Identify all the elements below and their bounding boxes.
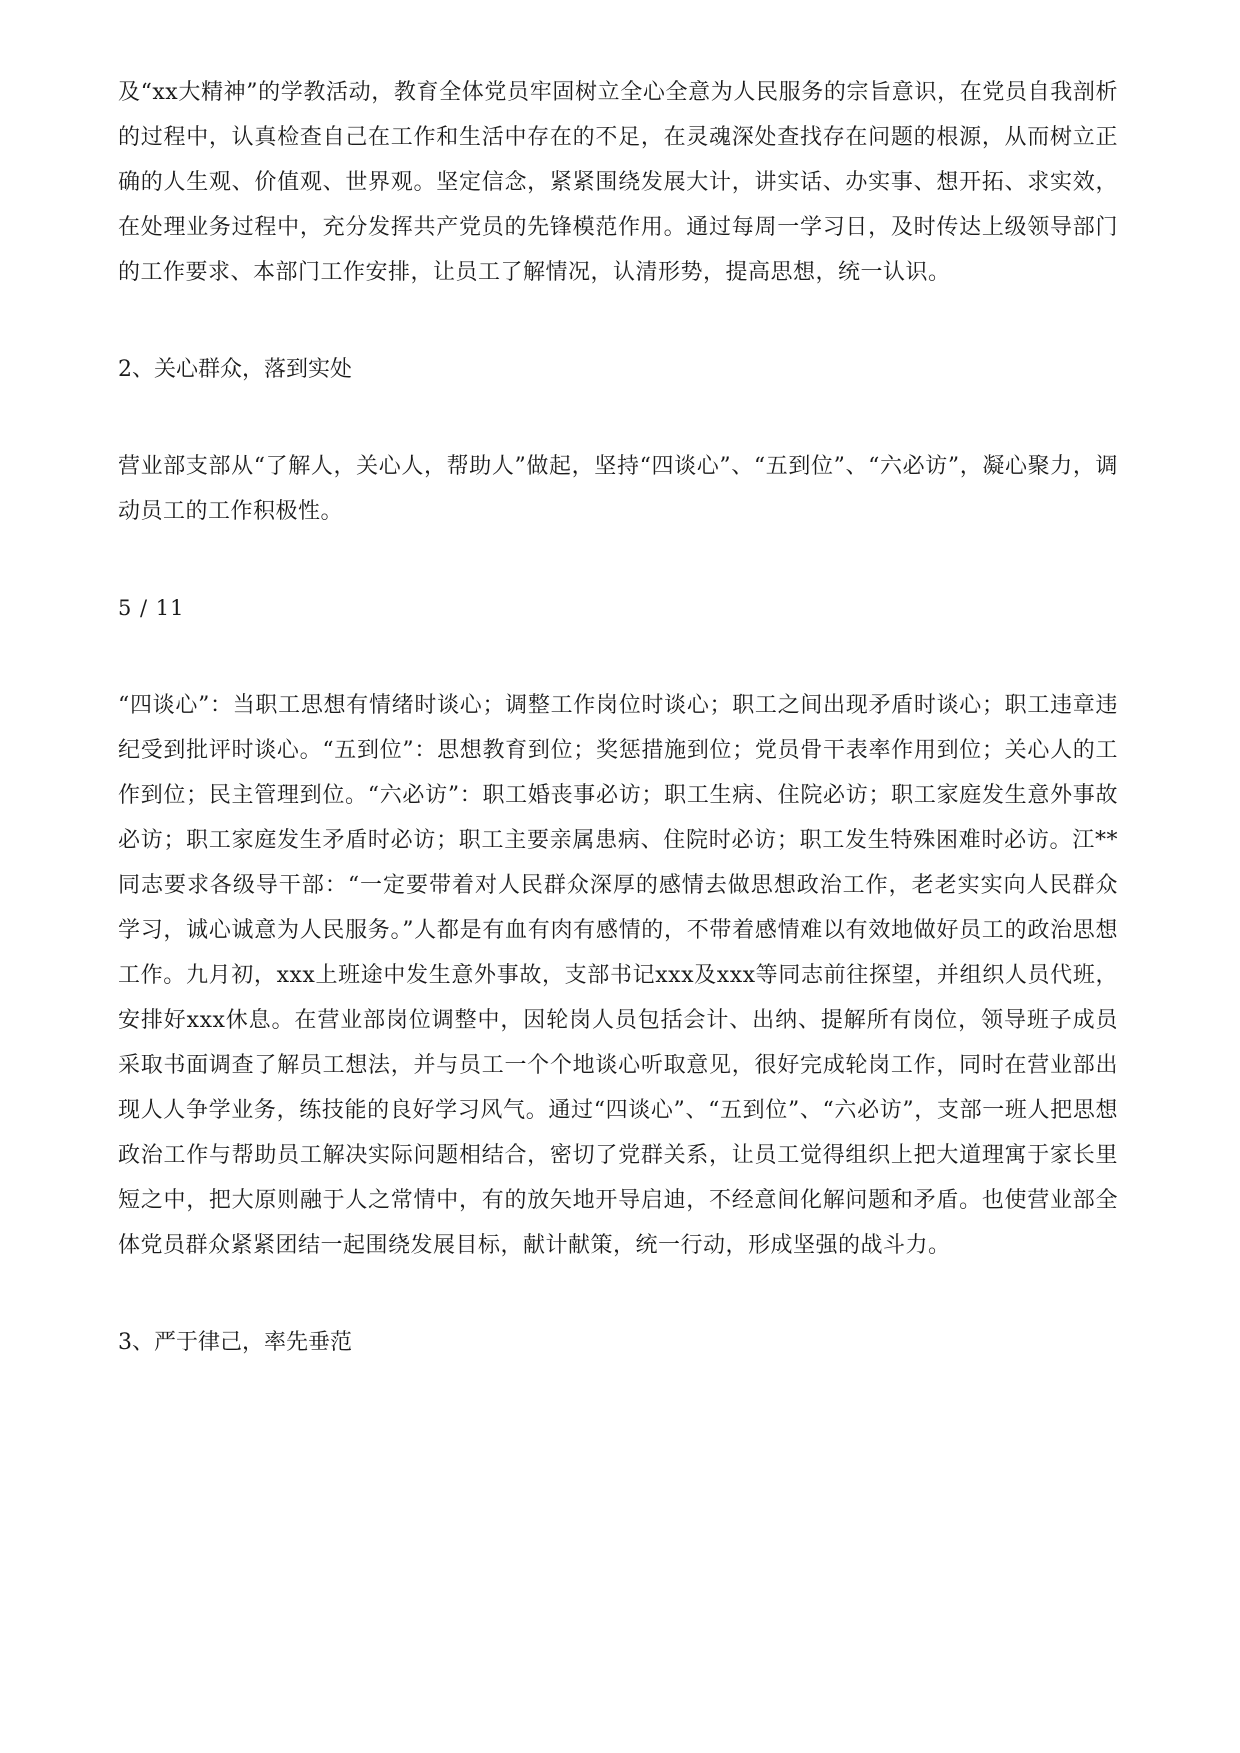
body-paragraph-study: 及“xx大精神”的学教活动，教育全体党员牢固树立全心全意为人民服务的宗旨意识，在党员自我剖析的过程中，认真检查自己在工作和生活中存在的不足，在灵魂深处查找存在问题的根源，从而树立正确的人生观、价值观、世界观。坚定信念，紧紧围绕发展大计，讲实话、办实事、想开拓、求实效，在处理业务过程中，充分发挥共产党员的先锋模范作用。通过每周一学习日，及时传达上级领导部门的工作要求、本部门工作安排，让员工了解情况，认清形势，提高思想，统一认识。: [118, 80, 1118, 285]
section-heading-3: 3、严于律己，率先垂范: [118, 1330, 352, 1355]
spacer: [118, 1268, 1118, 1320]
section-heading-2: 2、关心群众，落到实处: [118, 357, 352, 382]
page-number: 5 / 11: [118, 596, 185, 620]
body-paragraph-four-talks: “四谈心”：当职工思想有情绪时谈心；调整工作岗位时谈心；职工之间出现矛盾时谈心；职工违章违纪受到批评时谈心。“五到位”：思想教育到位；奖惩措施到位；党员骨干表率作用到位；关心人的工作到位；民主管理到位。“六必访”：职工婚丧事必访；职工生病、住院必访；职工家庭发生意外事故必访；职工家庭发生矛盾时必访；职工主要亲属患病、住院时必访；职工发生特殊困难时必访。江**同志要求各级导干部：“一定要带着对人民群众深厚的感情去做思想政治工作，老老实实向人民群众学习，诚心诚意为人民服务。”人都是有血有肉有感情的，不带着感情难以有效地做好员工的政治思想工作。九月初，xxx上班途中发生意外事故，支部书记xxx及xxx等同志前往探望，并组织人员代班，安排好xxx休息。在营业部岗位调整中，因轮岗人员包括会计、出纳、提解所有岗位，领导班子成员采取书面调查了解员工想法，并与员工一个个地谈心听取意见，很好完成轮岗工作，同时在营业部出现人人争学业务，练技能的良好学习风气。通过“四谈心”、“五到位”、“六必访”，支部一班人把思想政治工作与帮助员工解决实际问题相结合，密切了党群关系，让员工觉得组织上把大道理寓于家长里短之中，把大原则融于人之常情中，有的放矢地开导启迪，不经意间化解问题和矛盾。也使营业部全体党员群众紧紧团结一起围绕发展目标，献计献策，统一行动，形成坚强的战斗力。: [118, 693, 1118, 1258]
document-page: [118, 70, 1118, 1365]
spacer: [118, 295, 1118, 347]
spacer: [118, 392, 1118, 444]
spacer: [118, 631, 1118, 683]
body-paragraph-care: 营业部支部从“了解人，关心人，帮助人”做起，坚持“四谈心”、“五到位”、“六必访”，凝心聚力，调动员工的工作积极性。: [118, 454, 1118, 524]
spacer: [118, 534, 1118, 586]
